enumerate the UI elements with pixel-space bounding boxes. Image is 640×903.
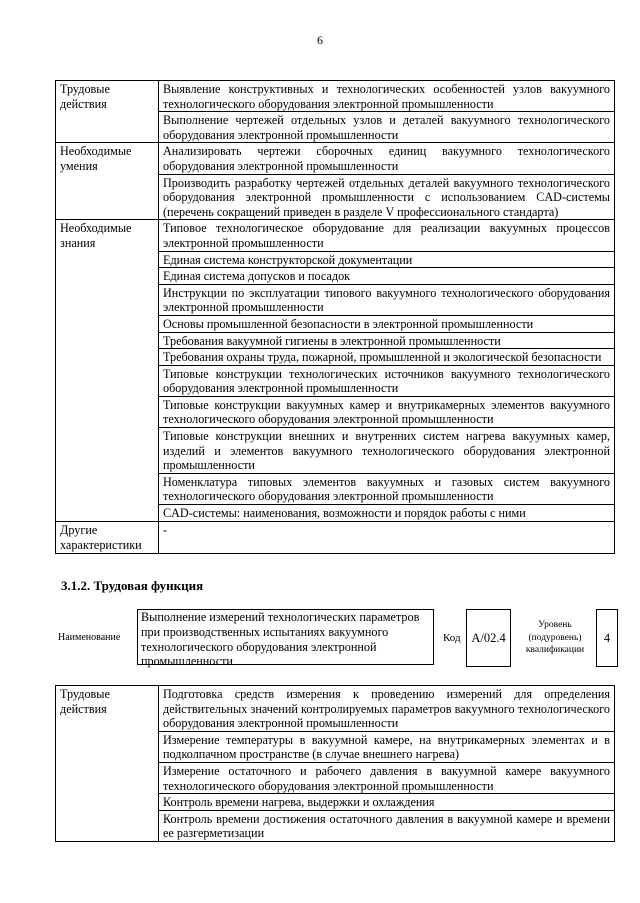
requirement-item: Номенклатура типовых элементов вакуумных и газовых систем вакуумного технологического оборудования электронной промышленности [159,473,615,504]
row-group-label: Трудовые действия [56,81,159,143]
requirement-item: Контроль времени достижения остаточного давления в вакуумной камере и времени ее разгерметизации [159,810,615,841]
requirement-item: Типовые конструкции технологических источников вакуумного технологического оборудования электронной промышленности [159,365,615,396]
row-group-label: Необходимые знания [56,220,159,521]
qualification-level-label: Уровень (подуровень) квалификации [525,620,585,655]
requirement-item: Контроль времени нагрева, выдержки и охлаждения [159,794,615,811]
requirement-item: Анализировать чертежи сборочных единиц вакуумного технологического оборудования электронной промышленности [159,143,615,174]
section-title: 3.1.2. Трудовая функция [61,578,204,593]
requirement-item: Производить разработку чертежей отдельных деталей вакуумного технологического оборудования электронной промышленности с использованием CAD-системы (перечень сокращений приведен в разделе V профессионального стандарта) [159,174,615,220]
qualification-level-box: 4 [596,609,618,667]
row-group-label: Необходимые умения [56,143,159,220]
function-code-box: A/02.4 [466,609,511,667]
table-row [56,686,615,732]
requirement-item: Требования охраны труда, пожарной, промышленной и экологической безопасности [159,349,615,366]
requirement-item: - [159,521,615,553]
requirements-table-2 [55,685,615,842]
requirement-item: Единая система конструкторской документации [159,251,615,268]
table-row [56,521,615,553]
table-row [56,220,615,251]
requirement-item: Типовое технологическое оборудование для реализации вакуумных процессов электронной промышленности [159,220,615,251]
page-number: 6 [317,33,323,47]
requirement-item: Выявление конструктивных и технологических особенностей узлов вакуумного технологического оборудования электронной промышленности [159,81,615,112]
table-row [56,81,615,112]
requirement-item: Типовые конструкции внешних и внутренних систем нагрева вакуумных камер, изделий и элементов вакуумного технологического оборудования электронной промышленности [159,428,615,474]
requirement-item: Измерение температуры в вакуумной камере, на внутрикамерных элементах и в подколпачном пространстве (в случае внешнего нагрева) [159,731,615,762]
function-name-label: Наименование [58,632,121,643]
requirements-table-1 [55,80,615,554]
requirement-item: Требования вакуумной гигиены в электронной промышленности [159,332,615,349]
requirement-item: Подготовка средств измерения к проведению измерений для определения действительных значений контролируемых параметров вакуумного технологического оборудования электронной промышленности [159,686,615,732]
row-group-label: Трудовые действия [56,686,159,842]
function-name-box: Выполнение измерений технологических параметров при производственных испытаниях вакуумного технологического оборудования электронной промышленности [137,609,434,665]
requirement-item: Выполнение чертежей отдельных узлов и деталей вакуумного технологического оборудования электронной промышленности [159,112,615,143]
requirement-item: Основы промышленной безопасности в электронной промышленности [159,315,615,332]
requirement-item: Инструкции по эксплуатации типового вакуумного технологического оборудования электронной промышленности [159,284,615,315]
requirement-item: CAD-системы: наименования, возможности и порядок работы с ними [159,505,615,522]
row-group-label: Другие характеристики [56,521,159,553]
requirement-item: Типовые конструкции вакуумных камер и внутрикамерных элементов вакуумного технологического оборудования электронной промышленности [159,396,615,427]
table-row [56,143,615,174]
requirement-item: Единая система допусков и посадок [159,268,615,285]
requirement-item: Измерение остаточного и рабочего давления в вакуумной камере вакуумного технологического оборудования электронной промышленности [159,762,615,793]
function-code-label: Код [443,632,461,644]
